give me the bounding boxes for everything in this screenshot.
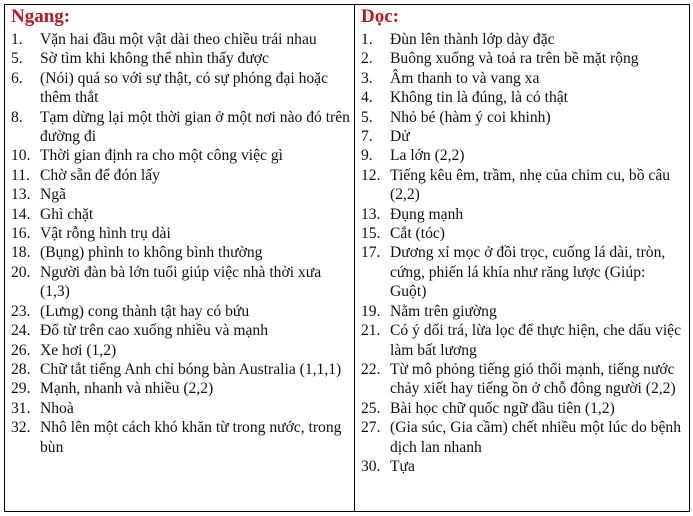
clue-number: 5. bbox=[11, 50, 23, 68]
clue-number: 2. bbox=[361, 50, 373, 68]
clue-item bbox=[361, 205, 685, 224]
clue-number: 23. bbox=[11, 302, 31, 320]
clue-text: Đụng mạnh bbox=[390, 205, 464, 223]
across-heading: Ngang: bbox=[11, 6, 71, 27]
clue-text: (Bụng) phình to không bình thường bbox=[40, 244, 263, 262]
clue-number: 13. bbox=[361, 205, 381, 223]
clue-item bbox=[11, 224, 350, 243]
clue-number: 3. bbox=[361, 69, 373, 87]
clue-number: 10. bbox=[11, 147, 31, 165]
clue-number: 22. bbox=[361, 360, 381, 378]
clue-number: 27. bbox=[361, 419, 381, 437]
clue-number: 29. bbox=[11, 380, 31, 398]
clue-item bbox=[11, 379, 350, 398]
clue-number: 26. bbox=[11, 341, 31, 359]
clue-number: 1. bbox=[361, 31, 373, 48]
clue-number: 28. bbox=[11, 360, 31, 378]
clue-text: Nhô lên một cách khó khăn từ trong nước, trong bùn bbox=[40, 419, 342, 456]
clue-item bbox=[11, 69, 350, 108]
clue-item bbox=[361, 321, 685, 360]
clue-number: 30. bbox=[361, 457, 381, 475]
clue-number: 8. bbox=[11, 108, 23, 126]
clue-number: 13. bbox=[11, 186, 31, 204]
clue-item bbox=[11, 243, 350, 262]
clue-text: Nhỏ bé (hàm ý coi khinh) bbox=[390, 108, 551, 126]
clue-item bbox=[361, 399, 685, 418]
clue-table bbox=[4, 4, 690, 512]
clue-text: Tiếng kêu êm, trầm, nhẹ của chim cu, bồ câu (2,2) bbox=[390, 166, 671, 204]
clue-item bbox=[11, 166, 350, 185]
down-clue-list bbox=[361, 30, 685, 476]
clue-text: Bài học chữ quốc ngữ đầu tiên (1,2) bbox=[390, 399, 615, 417]
clue-text: Nằm trên giường bbox=[390, 302, 497, 320]
clue-number: 5. bbox=[361, 108, 373, 126]
clue-item bbox=[11, 263, 350, 302]
clue-text: Sờ tìm khi không thể nhìn thấy được bbox=[40, 50, 269, 68]
clue-text: Tựa bbox=[390, 457, 415, 475]
clue-text: Có ý dối trá, lừa lọc để thực hiện, che dấu việc làm bất lương bbox=[390, 322, 681, 359]
clue-text: Cắt (tóc) bbox=[390, 225, 445, 243]
clue-item bbox=[11, 146, 350, 165]
clue-number: 14. bbox=[11, 205, 31, 223]
clue-number: 24. bbox=[11, 322, 31, 340]
clue-item bbox=[361, 457, 685, 476]
clue-text: (Gia súc, Gia cầm) chết nhiều một lúc do bệnh dịch lan nhanh bbox=[390, 419, 681, 456]
clue-number: 9. bbox=[361, 147, 373, 165]
clue-text: Từ mô phỏng tiếng gió thổi mạnh, tiếng nước chảy xiết hay tiếng ồn ở chỗ đông người (2,2) bbox=[390, 360, 676, 398]
clue-item bbox=[11, 341, 350, 360]
clue-item bbox=[361, 360, 685, 399]
clue-item bbox=[11, 321, 350, 340]
clue-number: 12. bbox=[361, 166, 381, 184]
clue-item bbox=[11, 30, 350, 49]
clue-text: Ngã bbox=[40, 186, 66, 204]
clue-text: Dương xỉ mọc ở đồi trọc, cuống lá dài, tròn, cứng, phiến lá khía như răng lược (Giúp: Guột) bbox=[390, 244, 666, 301]
clue-text: Mạnh, nhanh và nhiều (2,2) bbox=[40, 380, 214, 398]
clue-item bbox=[361, 49, 685, 68]
clue-item bbox=[361, 302, 685, 321]
clue-text: (Lưng) cong thành tật hay có bứu bbox=[40, 302, 250, 320]
clue-text: Xe hơi (1,2) bbox=[40, 341, 117, 359]
clue-number: 1. bbox=[11, 31, 23, 48]
clue-item bbox=[361, 108, 685, 127]
clue-text: Âm thanh to và vang xa bbox=[390, 69, 540, 87]
clue-text: Chữ tắt tiếng Anh chỉ bóng bàn Australia (1,1,1) bbox=[40, 360, 342, 378]
clue-text: (Nói) quá so với sự thật, có sự phóng đại hoặc thêm thắt bbox=[40, 69, 329, 107]
clue-item bbox=[361, 243, 685, 301]
clue-item bbox=[11, 302, 350, 321]
clue-text: Chờ sẵn để đón lấy bbox=[40, 166, 160, 184]
clue-item bbox=[11, 360, 350, 379]
clue-text: Tạm dừng lại một thời gian ở một nơi nào đó trên đường đi bbox=[40, 108, 350, 146]
clue-item bbox=[361, 88, 685, 107]
across-column bbox=[5, 5, 355, 511]
clue-number: 18. bbox=[11, 244, 31, 262]
clue-text: La lớn (2,2) bbox=[390, 147, 465, 165]
down-column bbox=[355, 5, 689, 511]
clue-text: Thời gian định ra cho một công việc gì bbox=[40, 147, 283, 165]
clue-item bbox=[361, 30, 685, 49]
clue-number: 15. bbox=[361, 225, 381, 243]
clue-text: Buông xuống và toả ra trên bề mặt rộng bbox=[390, 50, 639, 68]
clue-number: 19. bbox=[361, 302, 381, 320]
clue-number: 32. bbox=[11, 419, 31, 437]
clue-item bbox=[11, 205, 350, 224]
clue-number: 25. bbox=[361, 399, 381, 417]
clue-text: Người đàn bà lớn tuổi giúp việc nhà thời xưa (1,3) bbox=[40, 263, 322, 301]
clue-number: 21. bbox=[361, 322, 381, 340]
clue-number: 31. bbox=[11, 399, 31, 417]
clue-item bbox=[361, 69, 685, 88]
clue-text: Không tin là đúng, là có thật bbox=[390, 89, 568, 107]
clue-number: 6. bbox=[11, 69, 23, 87]
across-clue-list bbox=[11, 30, 350, 457]
clue-item bbox=[11, 49, 350, 68]
clue-item bbox=[11, 108, 350, 147]
clue-item bbox=[361, 224, 685, 243]
clue-number: 4. bbox=[361, 89, 373, 107]
clue-item bbox=[361, 127, 685, 146]
clue-item bbox=[361, 166, 685, 205]
clue-text: Dử bbox=[390, 128, 410, 146]
clue-item bbox=[361, 418, 685, 457]
clue-number: 20. bbox=[11, 263, 31, 281]
clue-item bbox=[361, 146, 685, 165]
clue-number: 7. bbox=[361, 128, 373, 146]
clue-text: Đổ từ trên cao xuống nhiều và mạnh bbox=[40, 322, 269, 340]
clue-item bbox=[11, 418, 350, 457]
down-heading: Dọc: bbox=[361, 6, 399, 27]
clue-item bbox=[11, 399, 350, 418]
clue-text: Vặn hai đầu một vật dài theo chiều trái nhau bbox=[40, 31, 317, 48]
clue-number: 11. bbox=[11, 166, 30, 184]
clue-text: Đùn lên thành lớp dày đặc bbox=[390, 31, 555, 48]
clue-text: Vật rỗng hình trụ dài bbox=[40, 225, 171, 243]
clue-number: 16. bbox=[11, 225, 31, 243]
clue-text: Nhoà bbox=[40, 399, 74, 417]
clue-text: Ghì chặt bbox=[40, 205, 94, 223]
clue-number: 17. bbox=[361, 244, 381, 262]
clue-item bbox=[11, 185, 350, 204]
